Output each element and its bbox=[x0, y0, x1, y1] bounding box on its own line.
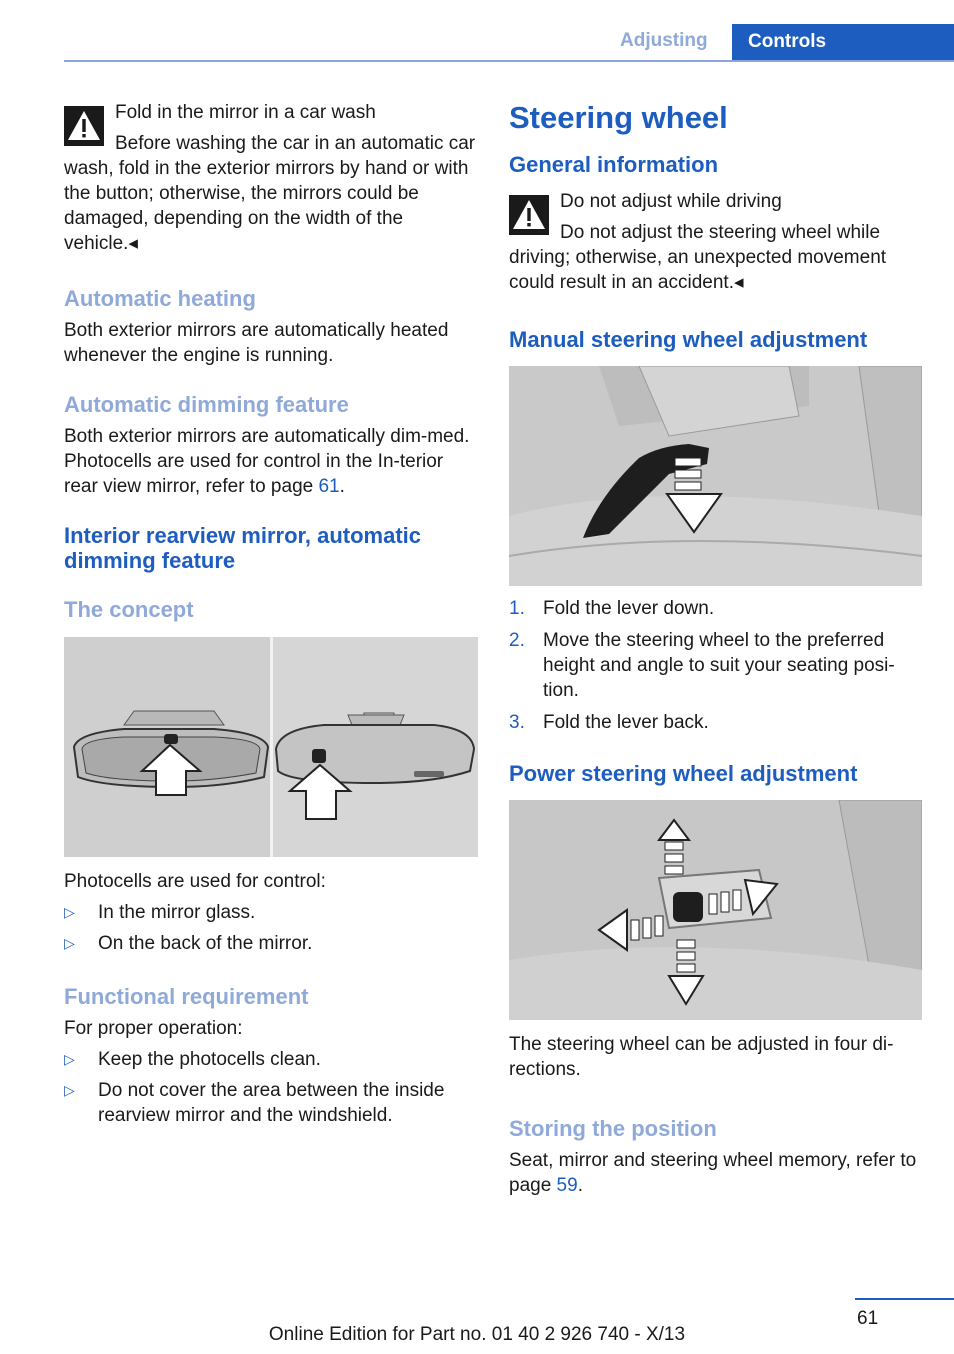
heating-body: Both exterior mirrors are automatically heated whenever the engine is running. bbox=[64, 320, 449, 366]
footer-edition: Online Edition for Part no. 01 40 2 926 740 - X/13 bbox=[268, 1324, 686, 1345]
warning-title: Do not adjust while driving bbox=[560, 191, 782, 212]
warning-body: Before washing the car in an automatic car wash, fold in the exterior mirrors by hand or with the button; otherwise, the mirrors could be damaged, depending on the width of the vehicle.◂ bbox=[64, 133, 476, 254]
warning-icon bbox=[509, 195, 549, 235]
requirement-intro: For proper operation: bbox=[64, 1018, 243, 1039]
header-chapter-tab: Controls bbox=[732, 24, 954, 62]
list-item: ▷ Keep the photocells clean. bbox=[64, 1049, 321, 1070]
list-item: 1. Fold the lever down. bbox=[509, 598, 715, 619]
header-rule bbox=[64, 60, 954, 62]
triangle-bullet-icon: ▷ bbox=[64, 935, 75, 951]
heading-general-information: General information bbox=[509, 152, 719, 177]
heading-automatic-heating: Automatic heating bbox=[64, 286, 256, 311]
page-link-61[interactable]: 61 bbox=[318, 476, 340, 497]
list-item: ▷ On the back of the mirror. bbox=[64, 933, 313, 954]
left-column bbox=[64, 100, 478, 1134]
right-column bbox=[509, 100, 922, 1198]
warning-title: Fold in the mirror in a car wash bbox=[115, 102, 376, 123]
footer-rule bbox=[855, 1298, 954, 1300]
warning-body: Do not adjust the steering wheel while driving; otherwise, an unexpected movement could result in an accident.◂ bbox=[509, 222, 887, 293]
triangle-bullet-icon: ▷ bbox=[64, 1082, 75, 1098]
car-wash-warning bbox=[64, 100, 478, 256]
power-adjustment-illustration bbox=[509, 800, 922, 1020]
page-number: 61 bbox=[857, 1308, 879, 1329]
power-body: The steering wheel can be adjusted in four di‐rections. bbox=[509, 1034, 894, 1080]
heading-manual-adjustment: Manual steering wheel adjustment bbox=[509, 327, 868, 352]
list-item: 2. Move the steering wheel to the preferred height and angle to suit your seating posi‐tion. bbox=[509, 630, 895, 701]
manual-steps bbox=[509, 596, 922, 735]
triangle-bullet-icon: ▷ bbox=[64, 904, 75, 920]
heading-functional-requirement: Functional requirement bbox=[64, 984, 309, 1009]
header-section-label: Adjusting bbox=[620, 30, 708, 51]
page-title: Steering wheel bbox=[509, 100, 728, 135]
warning-icon bbox=[64, 106, 104, 146]
driving-warning bbox=[509, 189, 922, 295]
storing-body: Seat, mirror and steering wheel memory, refer to page 59. bbox=[509, 1150, 917, 1196]
manual-lever-illustration bbox=[509, 366, 922, 586]
dimming-body: Both exterior mirrors are automatically dim‐med. Photocells are used for control in the In‐terior rear view mirror, refer to page 61. bbox=[64, 426, 470, 497]
mirror-photocell-illustration bbox=[64, 637, 478, 857]
heading-storing-position: Storing the position bbox=[509, 1116, 717, 1141]
heading-automatic-dimming: Automatic dimming feature bbox=[64, 392, 349, 417]
triangle-bullet-icon: ▷ bbox=[64, 1051, 75, 1067]
list-item: ▷ In the mirror glass. bbox=[64, 902, 256, 923]
requirement-list bbox=[64, 1047, 478, 1128]
list-item: 3. Fold the lever back. bbox=[509, 712, 709, 733]
list-item: ▷ Do not cover the area between the inside rearview mirror and the windshield. bbox=[64, 1080, 445, 1126]
heading-interior-mirror: Interior rearview mirror, automatic dimming feature bbox=[64, 523, 422, 573]
heading-the-concept: The concept bbox=[64, 597, 194, 622]
page-link-59[interactable]: 59 bbox=[556, 1175, 578, 1196]
photocell-list bbox=[64, 900, 478, 956]
concept-intro: Photocells are used for control: bbox=[64, 871, 326, 892]
heading-power-adjustment: Power steering wheel adjustment bbox=[509, 761, 858, 786]
